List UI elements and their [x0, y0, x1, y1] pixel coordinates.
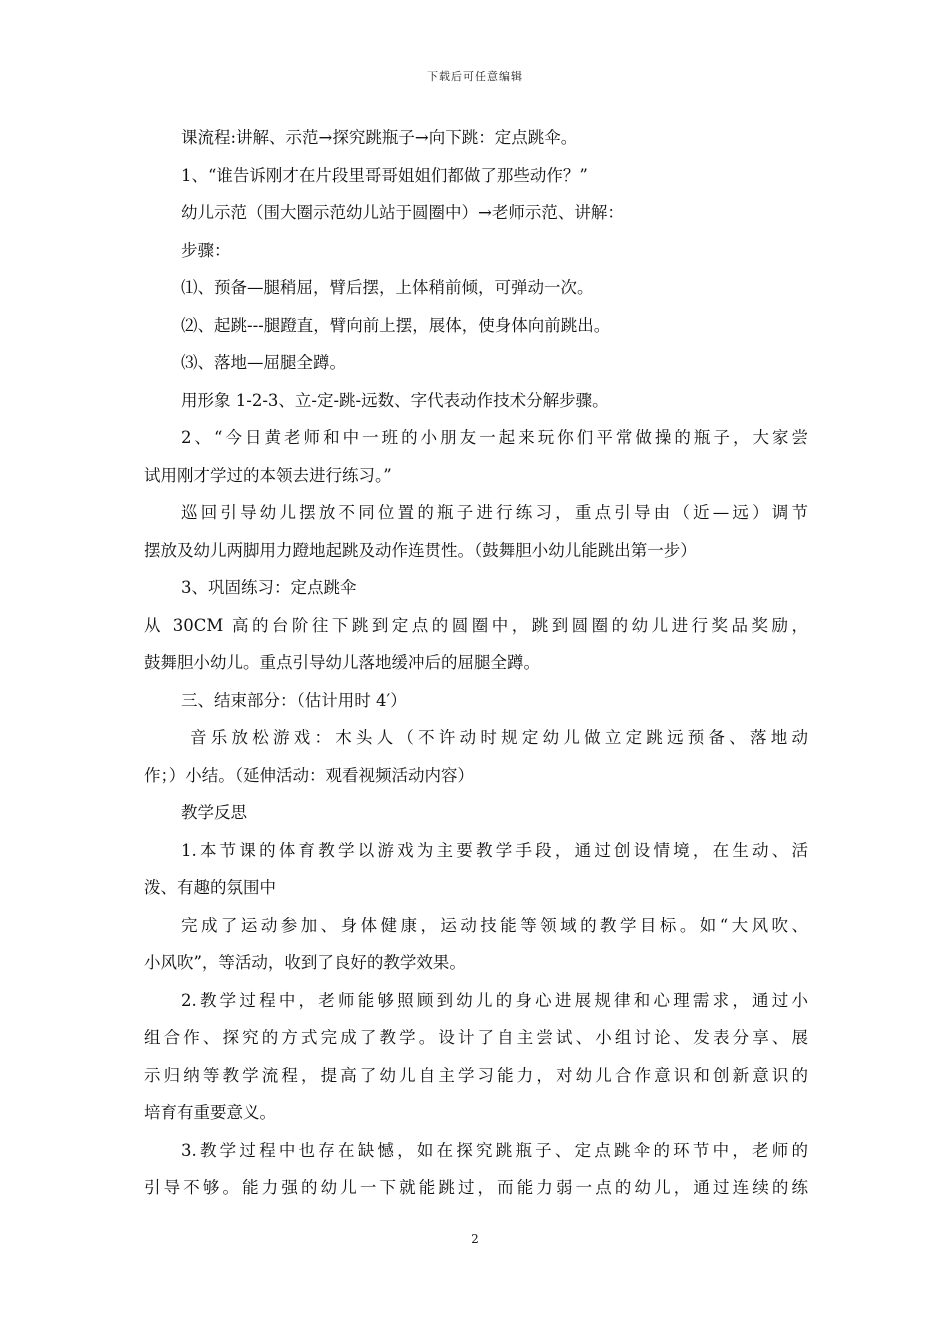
text-line: 引导不够。能力强的幼儿一下就能跳过，而能力弱一点的幼儿，通过连续的练: [144, 1178, 808, 1197]
text-line: 教学反思: [181, 803, 247, 822]
page-number: 2: [471, 1232, 479, 1246]
text-line: 三、结束部分：（估计用时 4′）: [181, 690, 407, 710]
text-line: ⑶、落地—屈腿全蹲。: [181, 353, 346, 372]
text-line: 完成了运动参加、身体健康，运动技能等领域的教学目标。如“大风吹、: [181, 915, 808, 935]
text-line: 3、巩固练习：定点跳伞: [181, 578, 357, 597]
text-line: 课流程:讲解、示范→探究跳瓶子→向下跳：定点跳伞。: [181, 128, 578, 147]
text-line: 2.教学过程中，老师能够照顾到幼儿的身心进展规律和心理需求，通过小: [181, 990, 808, 1010]
text-line: 步骤：: [181, 240, 231, 260]
text-line: 试用刚才学过的本领去进行练习。”: [144, 465, 392, 485]
text-line: 1、“谁告诉刚才在片段里哥哥姐姐们都做了那些动作？”: [181, 165, 588, 185]
document-body: [144, 119, 808, 1207]
text-line: 1.本节课的体育教学以游戏为主要教学手段，通过创设情境，在生动、活: [181, 840, 808, 860]
text-line: 3.教学过程中也存在缺憾，如在探究跳瓶子、定点跳伞的环节中，老师的: [181, 1140, 808, 1160]
text-line: 音乐放松游戏：木头人（不许动时规定幼儿做立定跳远预备、落地动: [190, 728, 808, 747]
text-line: 幼儿示范（围大圈示范幼儿站于圆圈中）→老师示范、讲解：: [181, 203, 624, 222]
text-line: 摆放及幼儿两脚用力蹬地起跳及动作连贯性。（鼓舞胆小幼儿能跳出第一步）: [144, 540, 697, 560]
text-line: 巡回引导幼儿摆放不同位置的瓶子进行练习，重点引导由（近—远）调节: [181, 503, 808, 522]
text-line: ⑵、起跳---腿蹬直，臂向前上摆，展体，使身体向前跳出。: [181, 315, 611, 335]
text-line: 用形象 1-2-3、立-定-跳-远数、字代表动作技术分解步骤。: [181, 390, 609, 410]
text-line: 从 30CM 高的台阶往下跳到定点的圆圈中，跳到圆圈的幼儿进行奖品奖励，: [144, 615, 808, 635]
text-line: 2、“今日黄老师和中一班的小朋友一起来玩你们平常做操的瓶子，大家尝: [181, 428, 808, 447]
text-line: 培育有重要意义。: [144, 1103, 276, 1122]
text-line: ⑴、预备—腿稍屈，臂后摆，上体稍前倾，可弹动一次。: [181, 278, 594, 297]
text-line: 示归纳等教学流程，提高了幼儿自主学习能力，对幼儿合作意识和创新意识的: [144, 1065, 808, 1085]
text-line: 鼓舞胆小幼儿。重点引导幼儿落地缓冲后的屈腿全蹲。: [144, 653, 540, 672]
text-line: 组合作、探究的方式完成了教学。设计了自主尝试、小组讨论、发表分享、展: [144, 1028, 808, 1047]
text-line: 小风吹”，等活动，收到了良好的教学效果。: [144, 953, 466, 972]
text-line: 作；）小结。（延伸活动：观看视频活动内容）: [144, 765, 474, 785]
text-line: 泼、有趣的氛围中: [144, 878, 276, 897]
page-header: 下载后可任意编辑: [427, 70, 523, 83]
